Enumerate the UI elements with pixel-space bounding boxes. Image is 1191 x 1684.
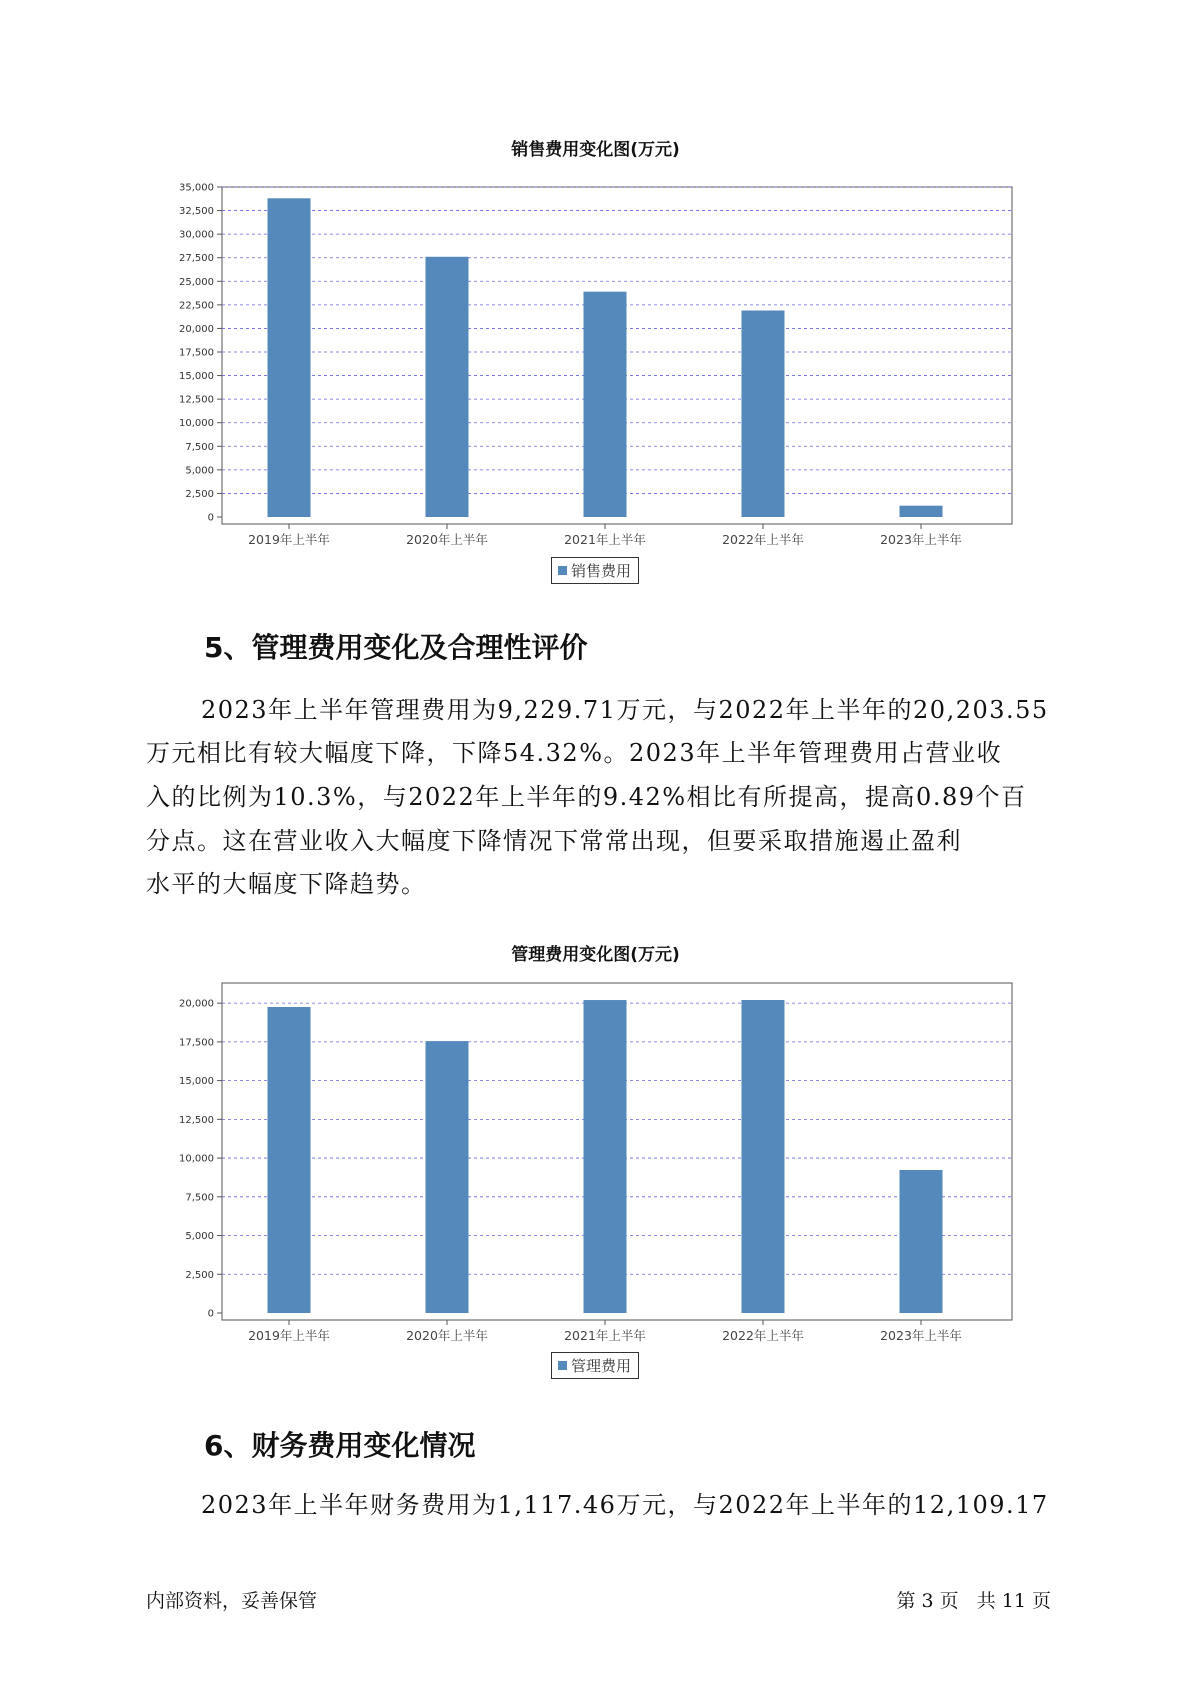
y-tick-label: 20,000 — [179, 998, 214, 1010]
x-category-label: 2023年上半年 — [880, 1328, 962, 1343]
legend-label: 管理费用 — [571, 1357, 632, 1375]
y-tick-label: 17,500 — [179, 347, 214, 359]
y-tick-label: 5,000 — [185, 465, 214, 477]
bar — [742, 1000, 785, 1313]
bar — [426, 257, 469, 517]
section-heading-6: 6、财务费用变化情况 — [204, 1429, 476, 1462]
y-tick-label: 35,000 — [179, 182, 214, 194]
bar — [742, 311, 785, 517]
legend-admin — [551, 1352, 639, 1379]
paragraph-line: 万元相比有较大幅度下降，下降54.32%。2023年上半年管理费用占营业收 — [146, 739, 1003, 767]
footer-left: 内部资料，妥善保管 — [146, 1590, 318, 1612]
y-tick-label: 10,000 — [179, 1153, 214, 1165]
x-category-label: 2021年上半年 — [564, 1328, 646, 1343]
paragraph-line: 2023年上半年管理费用为9,229.71万元，与2022年上半年的20,203.55 — [201, 696, 1049, 724]
bar — [584, 292, 627, 517]
y-tick-label: 7,500 — [185, 441, 214, 453]
y-tick-label: 25,000 — [179, 276, 214, 288]
footer-page-number: 第 3 页 共 11 页 — [896, 1590, 1051, 1612]
bar — [900, 1170, 943, 1313]
bar — [268, 1007, 311, 1313]
x-category-label: 2020年上半年 — [406, 1328, 488, 1343]
bar — [426, 1041, 469, 1313]
legend-sales — [551, 557, 639, 584]
chart-title-admin: 管理费用变化图(万元) — [511, 945, 680, 965]
sales-expense-chart — [0, 160, 1191, 680]
paragraph-line: 2023年上半年财务费用为1,117.46万元，与2022年上半年的12,109.17 — [201, 1491, 1049, 1519]
bar — [900, 506, 943, 517]
x-category-label: 2019年上半年 — [248, 1328, 330, 1343]
y-tick-label: 30,000 — [179, 229, 214, 241]
y-tick-label: 12,500 — [179, 1114, 214, 1126]
x-category-label: 2022年上半年 — [722, 1328, 804, 1343]
y-tick-label: 0 — [207, 1308, 214, 1320]
legend-swatch-icon — [558, 1361, 567, 1370]
x-category-label: 2022年上半年 — [722, 532, 804, 547]
legend-label: 销售费用 — [571, 562, 632, 580]
y-tick-label: 7,500 — [185, 1192, 214, 1204]
paragraph-line: 分点。这在营业收入大幅度下降情况下常常出现，但要采取措施遏止盈利 — [146, 827, 962, 855]
y-tick-label: 22,500 — [179, 300, 214, 312]
chart-title-sales: 销售费用变化图(万元) — [511, 140, 680, 160]
legend-swatch-icon — [558, 566, 567, 575]
bar — [584, 1000, 627, 1313]
y-tick-label: 20,000 — [179, 323, 214, 335]
x-category-label: 2020年上半年 — [406, 532, 488, 547]
y-tick-label: 0 — [207, 512, 214, 524]
bar — [268, 198, 311, 517]
paragraph-line: 水平的大幅度下降趋势。 — [146, 870, 427, 898]
y-tick-label: 5,000 — [185, 1231, 214, 1243]
y-tick-label: 2,500 — [185, 1269, 214, 1281]
y-tick-label: 32,500 — [179, 206, 214, 218]
x-category-label: 2019年上半年 — [248, 532, 330, 547]
y-tick-label: 12,500 — [179, 394, 214, 406]
paragraph-line: 入的比例为10.3%，与2022年上半年的9.42%相比有所提高，提高0.89个百 — [146, 783, 1027, 811]
y-tick-label: 10,000 — [179, 418, 214, 430]
y-tick-label: 27,500 — [179, 253, 214, 265]
admin-expense-chart — [0, 965, 1191, 1345]
section-heading-5: 5、管理费用变化及合理性评价 — [204, 631, 588, 664]
x-category-label: 2021年上半年 — [564, 532, 646, 547]
y-tick-label: 2,500 — [185, 488, 214, 500]
y-tick-label: 15,000 — [179, 371, 214, 383]
y-tick-label: 15,000 — [179, 1076, 214, 1088]
y-tick-label: 17,500 — [179, 1037, 214, 1049]
x-category-label: 2023年上半年 — [880, 532, 962, 547]
